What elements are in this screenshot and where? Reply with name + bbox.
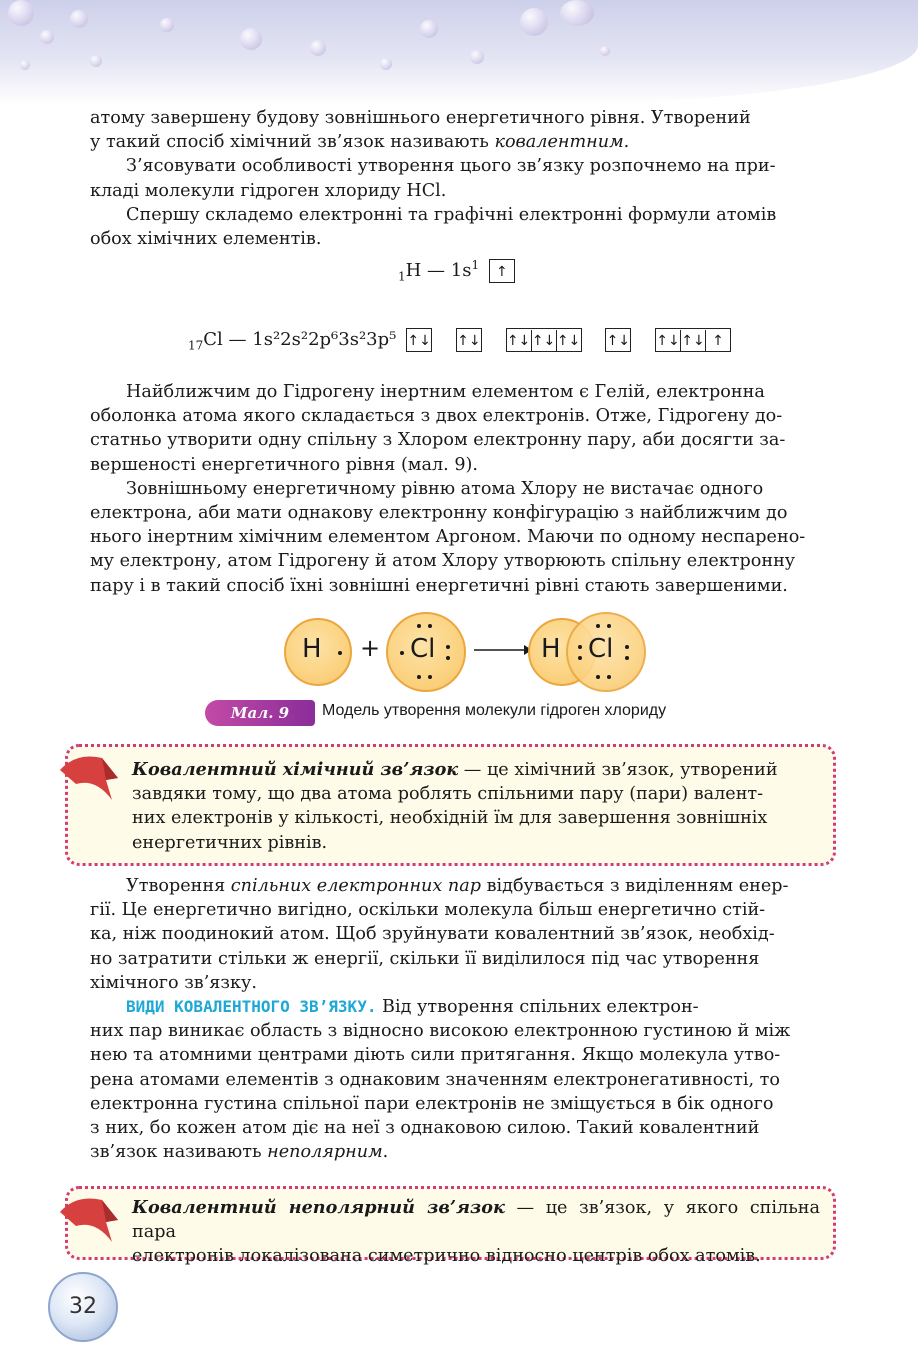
text-line: завдяки тому, що два атома роблять спільними пару (пари) валент-	[132, 784, 764, 805]
text-line: електронів локалізована симетрично відносно центрів обох атомів.	[132, 1246, 761, 1267]
text-line: них електронів у кількості, необхідній їм для завершення зовнішніх	[132, 808, 768, 829]
figure-caption: Модель утворення молекули гідроген хлориду	[322, 702, 667, 719]
text-line: обох хімічних елементів.	[90, 229, 322, 250]
orbital-box-2p: ↑↓ ↑↓ ↑↓	[506, 328, 582, 352]
orbital-box-1s: ↑↓	[406, 328, 432, 352]
plus-sign: +	[360, 634, 381, 662]
ribbon-icon	[56, 748, 126, 804]
paragraph-2	[90, 380, 833, 598]
hcl-hydrogen-symbol: H	[541, 634, 561, 664]
text-line: у такий спосіб хімічний зв’язок називають ковалентним.	[90, 132, 630, 153]
text-line: електронна густина спільної пари електронів не зміщується в бік одного	[90, 1093, 774, 1114]
figure-badge: Мал. 9	[205, 700, 315, 726]
definition-2	[132, 1196, 820, 1269]
text-line: з них, бо кожен атом діє на неї з однаковою силою. Такий ковалентний	[90, 1118, 760, 1139]
chlorine-formula: $_{17}$Cl — 1s²2s²2p⁶3s²3p⁵ ↑↓ ↑↓ ↑↓ ↑↓ ↑↓ ↑↓ ↑↓ ↑↓ ↑	[188, 328, 731, 353]
text-line: статньо утворити одну спільну з Хлором електронну пару, аби досягти за-	[90, 430, 786, 451]
text-line: Ковалентний хімічний зв’язок — це хімічний зв’язок, утворений	[132, 759, 778, 780]
text-line: гії. Це енергетично вигідно, оскільки молекула більш енергетично стій-	[90, 900, 766, 921]
text-line: ВИДИ КОВАЛЕНТНОГО ЗВ’ЯЗКУ. Від утворення спільних електрон-	[126, 997, 699, 1018]
text-line: Найближчим до Гідрогену інертним елементом є Гелій, електронна	[126, 382, 765, 402]
text-line: нею та атомними центрами діють сили притягання. Якщо молекула утво-	[90, 1045, 781, 1066]
text-line: електрона, аби мати однакову електронну конфігурацію з найближчим до	[90, 503, 788, 524]
hcl-chlorine-symbol: Cl	[588, 634, 614, 664]
text-line: них пар виникає область з відносно високою електронною густиною й між	[90, 1021, 791, 1042]
text-line: оболонка атома якого складається з двох електронів. Отже, Гідрогену до-	[90, 406, 783, 427]
text-line: З’ясовувати особливості утворення цього зв’язку розпочнемо на при-	[126, 156, 776, 177]
text-line: Спершу складемо електронні та графічні електронні формули атомів	[126, 204, 777, 225]
text-line: пару і в такий спосіб їхні зовнішні енергетичні рівні стають завершеними.	[90, 575, 788, 596]
text-line: атому завершену будову зовнішнього енергетичного рівня. Утворений	[90, 108, 751, 128]
page-number: 32	[48, 1272, 118, 1342]
hydrogen-formula: $_1$H — $1s^1$ ↑	[398, 258, 515, 284]
definition-1	[132, 758, 820, 855]
orbital-box-2s: ↑↓	[456, 328, 482, 352]
text-line: енергетичних рівнів.	[132, 832, 328, 853]
reaction-arrow	[474, 642, 534, 658]
ribbon-icon	[56, 1190, 126, 1246]
text-line: зв’язок називають неполярним.	[90, 1142, 389, 1163]
orbital-box-3s: ↑↓	[605, 328, 631, 352]
orbital-box-3p: ↑↓ ↑↓ ↑	[655, 328, 731, 352]
hydrogen-symbol: H	[302, 634, 322, 664]
text-line: ка, ніж поодинокий атом. Щоб зруйнувати ковалентний зв’язок, необхід-	[90, 924, 775, 945]
text-line: му електрону, атом Гідрогену й атом Хлору утворюють спільну електронну	[90, 551, 796, 572]
text-line: Зовнішньому енергетичному рівню атома Хлору не вистачає одного	[126, 478, 764, 499]
text-line: но затратити стільки ж енергії, скільки її виділилося під час утворення	[90, 948, 760, 969]
section-heading: ВИДИ КОВАЛЕНТНОГО ЗВ’ЯЗКУ.	[126, 997, 377, 1017]
text-line: кладі молекули гідроген хлориду HCl.	[90, 180, 447, 201]
chlorine-symbol: Cl	[410, 634, 436, 664]
header-decoration	[0, 0, 918, 105]
paragraph-1	[90, 106, 833, 251]
paragraph-3	[90, 874, 833, 1164]
text-line: рена атомами елементів з однаковим значенням електронегативності, то	[90, 1069, 781, 1090]
text-line: вершеності енергетичного рівня (мал. 9).	[90, 454, 478, 475]
text-line: нього інертним хімічним елементом Аргоном. Маючи по одному неспарено-	[90, 527, 806, 548]
orbital-box-1s: ↑	[489, 259, 515, 283]
text-line: Утворення спільних електронних пар відбувається з виділенням енер-	[126, 876, 789, 896]
text-line: Ковалентний неполярний зв’язок — це зв’язок, у якого спільна пара	[132, 1197, 820, 1243]
text-line: хімічного зв’язку.	[90, 972, 257, 993]
